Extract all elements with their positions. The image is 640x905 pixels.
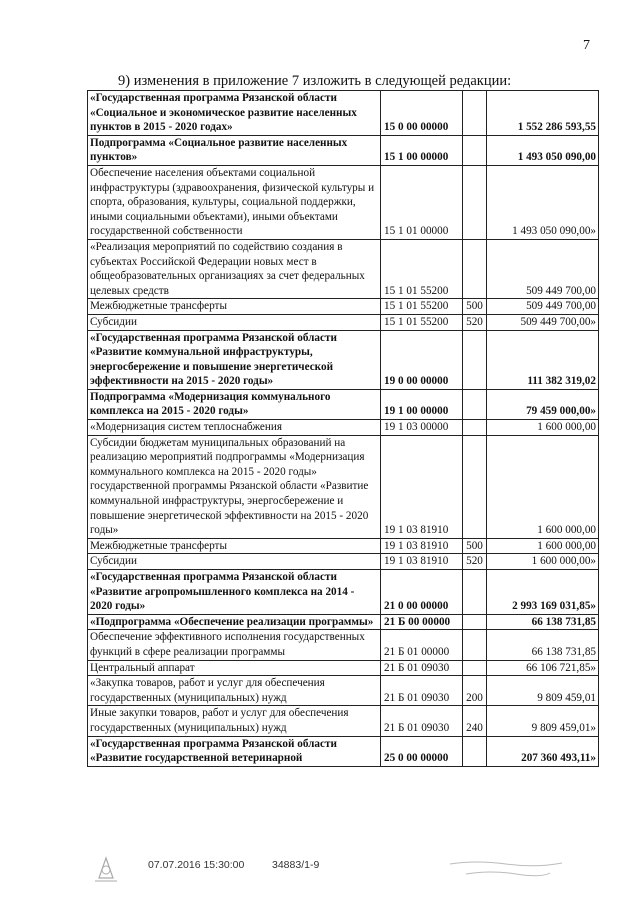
row-amount-cell: 2 993 169 031,85» xyxy=(487,570,599,615)
row-expense-type-cell xyxy=(463,239,487,298)
row-amount-cell: 9 809 459,01 xyxy=(487,676,599,706)
row-expense-type-cell: 500 xyxy=(463,538,487,554)
row-amount-cell: 509 449 700,00» xyxy=(487,314,599,330)
row-amount-cell: 9 809 459,01» xyxy=(487,706,599,736)
row-expense-type-cell xyxy=(463,435,487,538)
row-amount-cell: 79 459 000,00» xyxy=(487,389,599,419)
row-expense-type-cell xyxy=(463,660,487,676)
row-code-cell: 21 Б 01 09030 xyxy=(381,660,463,676)
row-expense-type-cell xyxy=(463,91,487,136)
row-amount-cell: 1 493 050 090,00» xyxy=(487,165,599,239)
budget-table xyxy=(87,90,599,767)
row-name-cell: Обеспечение эффективного исполнения государственных функций в сфере реализации программы xyxy=(88,630,381,660)
footer-date: 07.07.2016 15:30:00 xyxy=(148,859,245,871)
coat-of-arms-seal xyxy=(91,854,121,884)
row-expense-type-cell: 520 xyxy=(463,314,487,330)
row-name-cell: «Реализация мероприятий по содействию создания в субъектах Российской Федерации новых мест в общеобразовательных организациях за счет федеральных целевых средств xyxy=(88,239,381,298)
row-expense-type-cell xyxy=(463,135,487,165)
row-code-cell: 19 1 03 81910 xyxy=(381,435,463,538)
row-amount-cell: 66 106 721,85» xyxy=(487,660,599,676)
row-amount-cell: 1 493 050 090,00 xyxy=(487,135,599,165)
table-row xyxy=(88,239,599,298)
row-code-cell: 19 1 03 81910 xyxy=(381,538,463,554)
row-code-cell: 15 1 01 00000 xyxy=(381,165,463,239)
row-amount-cell: 66 138 731,85 xyxy=(487,614,599,630)
row-code-cell: 15 0 00 00000 xyxy=(381,91,463,136)
row-expense-type-cell xyxy=(463,736,487,766)
section-heading: 9) изменения в приложение 7 изложить в следующей редакции: xyxy=(118,73,512,89)
row-name-cell: «Подпрограмма «Обеспечение реализации программы» xyxy=(88,614,381,630)
registration-stamp xyxy=(446,856,566,883)
row-code-cell: 19 1 03 00000 xyxy=(381,420,463,436)
table-row xyxy=(88,314,599,330)
row-code-cell: 15 1 01 55200 xyxy=(381,239,463,298)
row-code-cell: 19 0 00 00000 xyxy=(381,330,463,389)
row-amount-cell: 1 600 000,00 xyxy=(487,420,599,436)
row-name-cell: Обеспечение населения объектами социальной инфраструктуры (здравоохранения, физической культуры и спорта, образования, культуры, социальной поддержки, иными социальными объектами), иными объектами государственной собственности xyxy=(88,165,381,239)
row-name-cell: Межбюджетные трансферты xyxy=(88,538,381,554)
row-name-cell: «Государственная программа Рязанской области «Развитие государственной ветеринарной xyxy=(88,736,381,766)
row-expense-type-cell xyxy=(463,614,487,630)
row-expense-type-cell: 520 xyxy=(463,554,487,570)
row-code-cell: 21 Б 01 09030 xyxy=(381,706,463,736)
row-name-cell: Центральный аппарат xyxy=(88,660,381,676)
row-amount-cell: 509 449 700,00 xyxy=(487,239,599,298)
row-code-cell: 21 Б 00 00000 xyxy=(381,614,463,630)
row-code-cell: 15 1 01 55200 xyxy=(381,299,463,315)
row-name-cell: «Государственная программа Рязанской области «Развитие агропромышленного комплекса на 2014 - 2020 годы» xyxy=(88,570,381,615)
table-row xyxy=(88,736,599,766)
table-row xyxy=(88,165,599,239)
row-expense-type-cell: 200 xyxy=(463,676,487,706)
row-expense-type-cell xyxy=(463,389,487,419)
row-code-cell: 25 0 00 00000 xyxy=(381,736,463,766)
table-row xyxy=(88,330,599,389)
table-row xyxy=(88,554,599,570)
table-row xyxy=(88,389,599,419)
row-code-cell: 21 0 00 00000 xyxy=(381,570,463,615)
row-code-cell: 19 1 00 00000 xyxy=(381,389,463,419)
table-row xyxy=(88,91,599,136)
row-code-cell: 21 Б 01 00000 xyxy=(381,630,463,660)
row-code-cell: 21 Б 01 09030 xyxy=(381,676,463,706)
row-name-cell: «Модернизация систем теплоснабжения xyxy=(88,420,381,436)
table-row xyxy=(88,614,599,630)
table-row xyxy=(88,135,599,165)
row-name-cell: «Закупка товаров, работ и услуг для обеспечения государственных (муниципальных) нужд xyxy=(88,676,381,706)
budget-table-body xyxy=(88,91,599,767)
row-expense-type-cell: 240 xyxy=(463,706,487,736)
table-row xyxy=(88,570,599,615)
row-expense-type-cell xyxy=(463,165,487,239)
row-expense-type-cell xyxy=(463,420,487,436)
footer-document-id: 34883/1-9 xyxy=(272,859,320,871)
page-number: 7 xyxy=(583,38,590,53)
row-amount-cell: 1 600 000,00 xyxy=(487,435,599,538)
row-expense-type-cell: 500 xyxy=(463,299,487,315)
table-row xyxy=(88,706,599,736)
row-amount-cell: 1 600 000,00 xyxy=(487,538,599,554)
table-row xyxy=(88,299,599,315)
row-amount-cell: 207 360 493,11» xyxy=(487,736,599,766)
table-row xyxy=(88,420,599,436)
row-name-cell: Подпрограмма «Модернизация коммунального комплекса на 2015 - 2020 годы» xyxy=(88,389,381,419)
row-code-cell: 19 1 03 81910 xyxy=(381,554,463,570)
row-name-cell: Межбюджетные трансферты xyxy=(88,299,381,315)
table-row xyxy=(88,630,599,660)
row-code-cell: 15 1 01 55200 xyxy=(381,314,463,330)
row-amount-cell: 1 600 000,00» xyxy=(487,554,599,570)
table-row xyxy=(88,435,599,538)
row-amount-cell: 1 552 286 593,55 xyxy=(487,91,599,136)
table-row xyxy=(88,660,599,676)
row-amount-cell: 66 138 731,85 xyxy=(487,630,599,660)
row-name-cell: Субсидии xyxy=(88,554,381,570)
row-name-cell: «Государственная программа Рязанской области «Развитие коммунальной инфраструктуры, энергосбережение и повышение энергетической эффективности на 2015 - 2020 годы» xyxy=(88,330,381,389)
row-name-cell: Субсидии xyxy=(88,314,381,330)
row-code-cell: 15 1 00 00000 xyxy=(381,135,463,165)
row-name-cell: Субсидии бюджетам муниципальных образований на реализацию мероприятий подпрограммы «Модернизация коммунального комплекса на 2015 - 2020 годы» государственной программы Рязанской области «Развитие коммунальной инфраструктуры, энергосбережение и повышение энергетической эффективности на 2015 - 2020 годы» xyxy=(88,435,381,538)
row-amount-cell: 509 449 700,00 xyxy=(487,299,599,315)
row-expense-type-cell xyxy=(463,630,487,660)
row-name-cell: Подпрограмма «Социальное развитие населенных пунктов» xyxy=(88,135,381,165)
row-name-cell: Иные закупки товаров, работ и услуг для обеспечения государственных (муниципальных) нужд xyxy=(88,706,381,736)
table-row xyxy=(88,676,599,706)
row-amount-cell: 111 382 319,02 xyxy=(487,330,599,389)
row-name-cell: «Государственная программа Рязанской области «Социальное и экономическое развитие населенных пунктов в 2015 - 2020 годах» xyxy=(88,91,381,136)
table-row xyxy=(88,538,599,554)
row-expense-type-cell xyxy=(463,330,487,389)
row-expense-type-cell xyxy=(463,570,487,615)
